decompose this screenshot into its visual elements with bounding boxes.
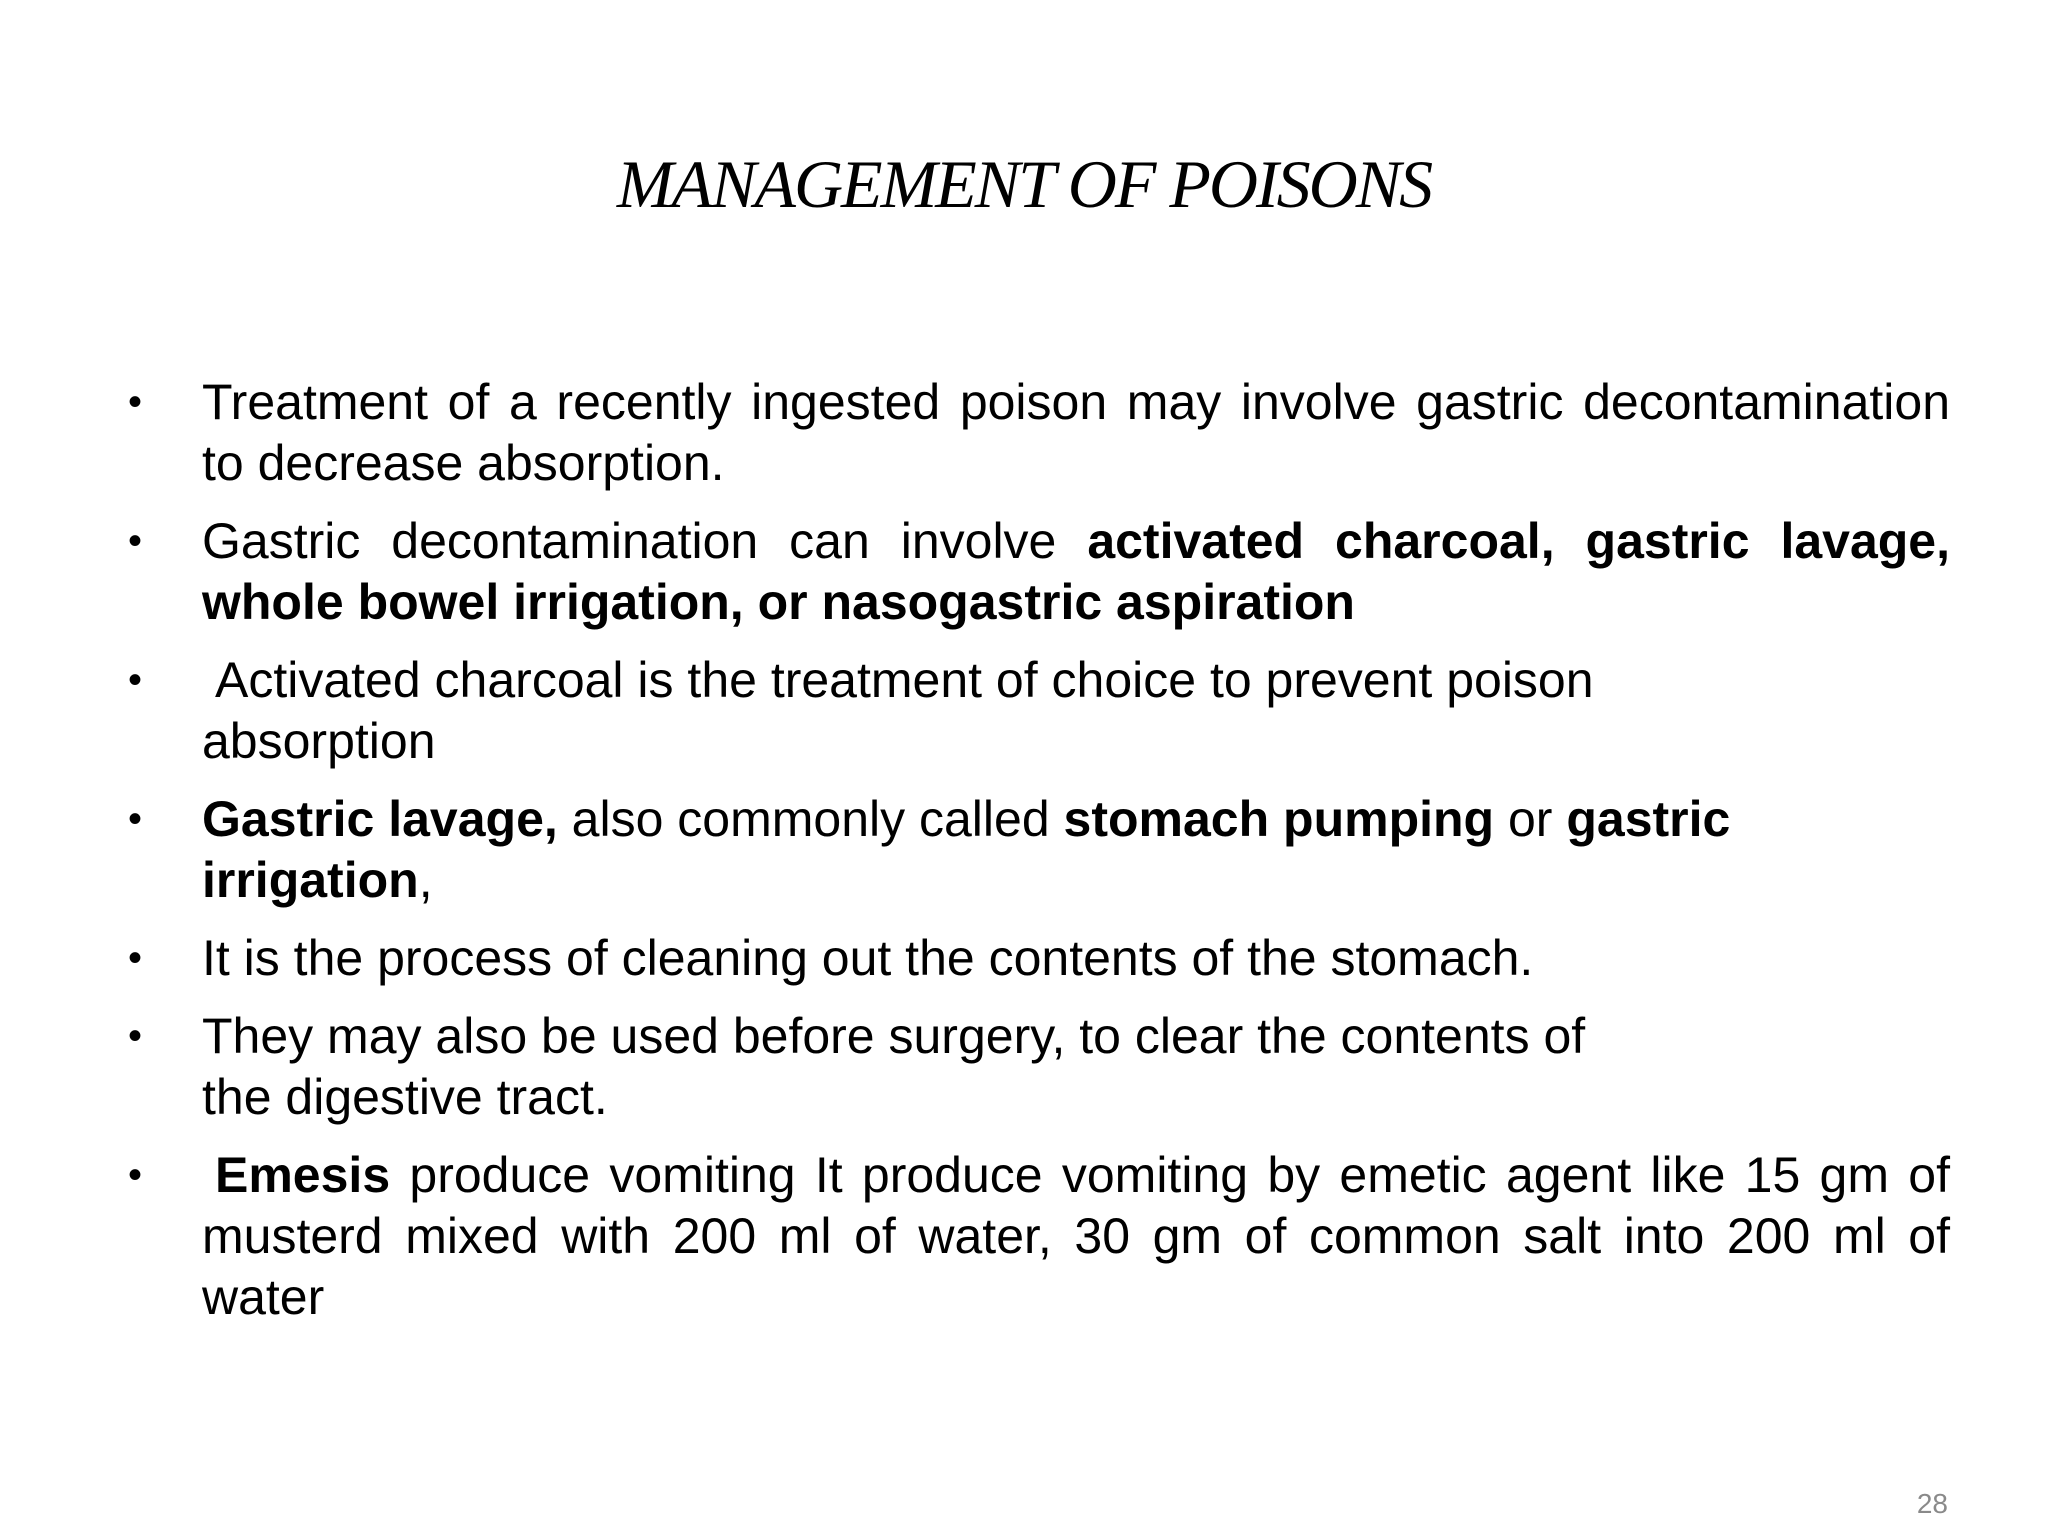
bullet-icon: • (127, 1153, 142, 1197)
bullet-text-line-1: They may also be used before surgery, to clear the contents of (202, 1008, 1586, 1064)
slide-title: MANAGEMENT OF POISONS (616, 146, 1432, 222)
bullet-item-gastric-lavage (120, 789, 1950, 911)
bullet-item-emesis (120, 1145, 1950, 1328)
bullet-icon: • (127, 658, 142, 702)
bullet-text-line-2: the digestive tract. (202, 1069, 608, 1125)
bullet-text: produce vomiting It produce vomiting by emetic agent like 15 gm of musterd mixed with 200 ml of water, 30 gm of common salt into 200 ml of water (202, 1147, 1950, 1325)
bullet-list (120, 372, 1950, 1345)
bullet-icon: • (127, 380, 142, 424)
bullet-bold-text: Gastric lavage, (202, 791, 558, 847)
bullet-text: or (1494, 791, 1567, 847)
bullet-icon: • (127, 1014, 142, 1058)
bullet-item-gastric-decontamination-intro (120, 372, 1950, 494)
bullet-item-before-surgery (120, 1006, 1950, 1128)
bullet-text: , (418, 852, 433, 908)
page-number: 28 (1916, 1488, 1948, 1519)
bullet-item-decontamination-methods (120, 511, 1950, 633)
bullet-text-line-2: absorption (202, 713, 436, 769)
bullet-item-activated-charcoal (120, 650, 1950, 772)
bullet-bold-text: Emesis (215, 1147, 391, 1203)
bullet-icon: • (127, 936, 142, 980)
bullet-text-line-1: Activated charcoal is the treatment of choice to prevent poison (215, 652, 1594, 708)
bullet-bold-text: gastric irrigation (202, 791, 1731, 908)
bullet-icon: • (127, 797, 142, 841)
bullet-text: also commonly called (557, 791, 1064, 847)
bullet-bold-text: activated charcoal, gastric lavage, whole bowel irrigation, or nasogastric aspiration (202, 513, 1950, 630)
bullet-item-cleaning-process (120, 928, 1950, 989)
bullet-text: It is the process of cleaning out the contents of the stomach. (202, 930, 1534, 986)
bullet-bold-text: stomach pumping (1063, 791, 1495, 847)
bullet-text: Gastric decontamination can involve (202, 513, 1088, 569)
bullet-icon: • (127, 519, 142, 563)
bullet-text: Treatment of a recently ingested poison may involve gastric decontamination to decrease absorption. (202, 374, 1950, 491)
